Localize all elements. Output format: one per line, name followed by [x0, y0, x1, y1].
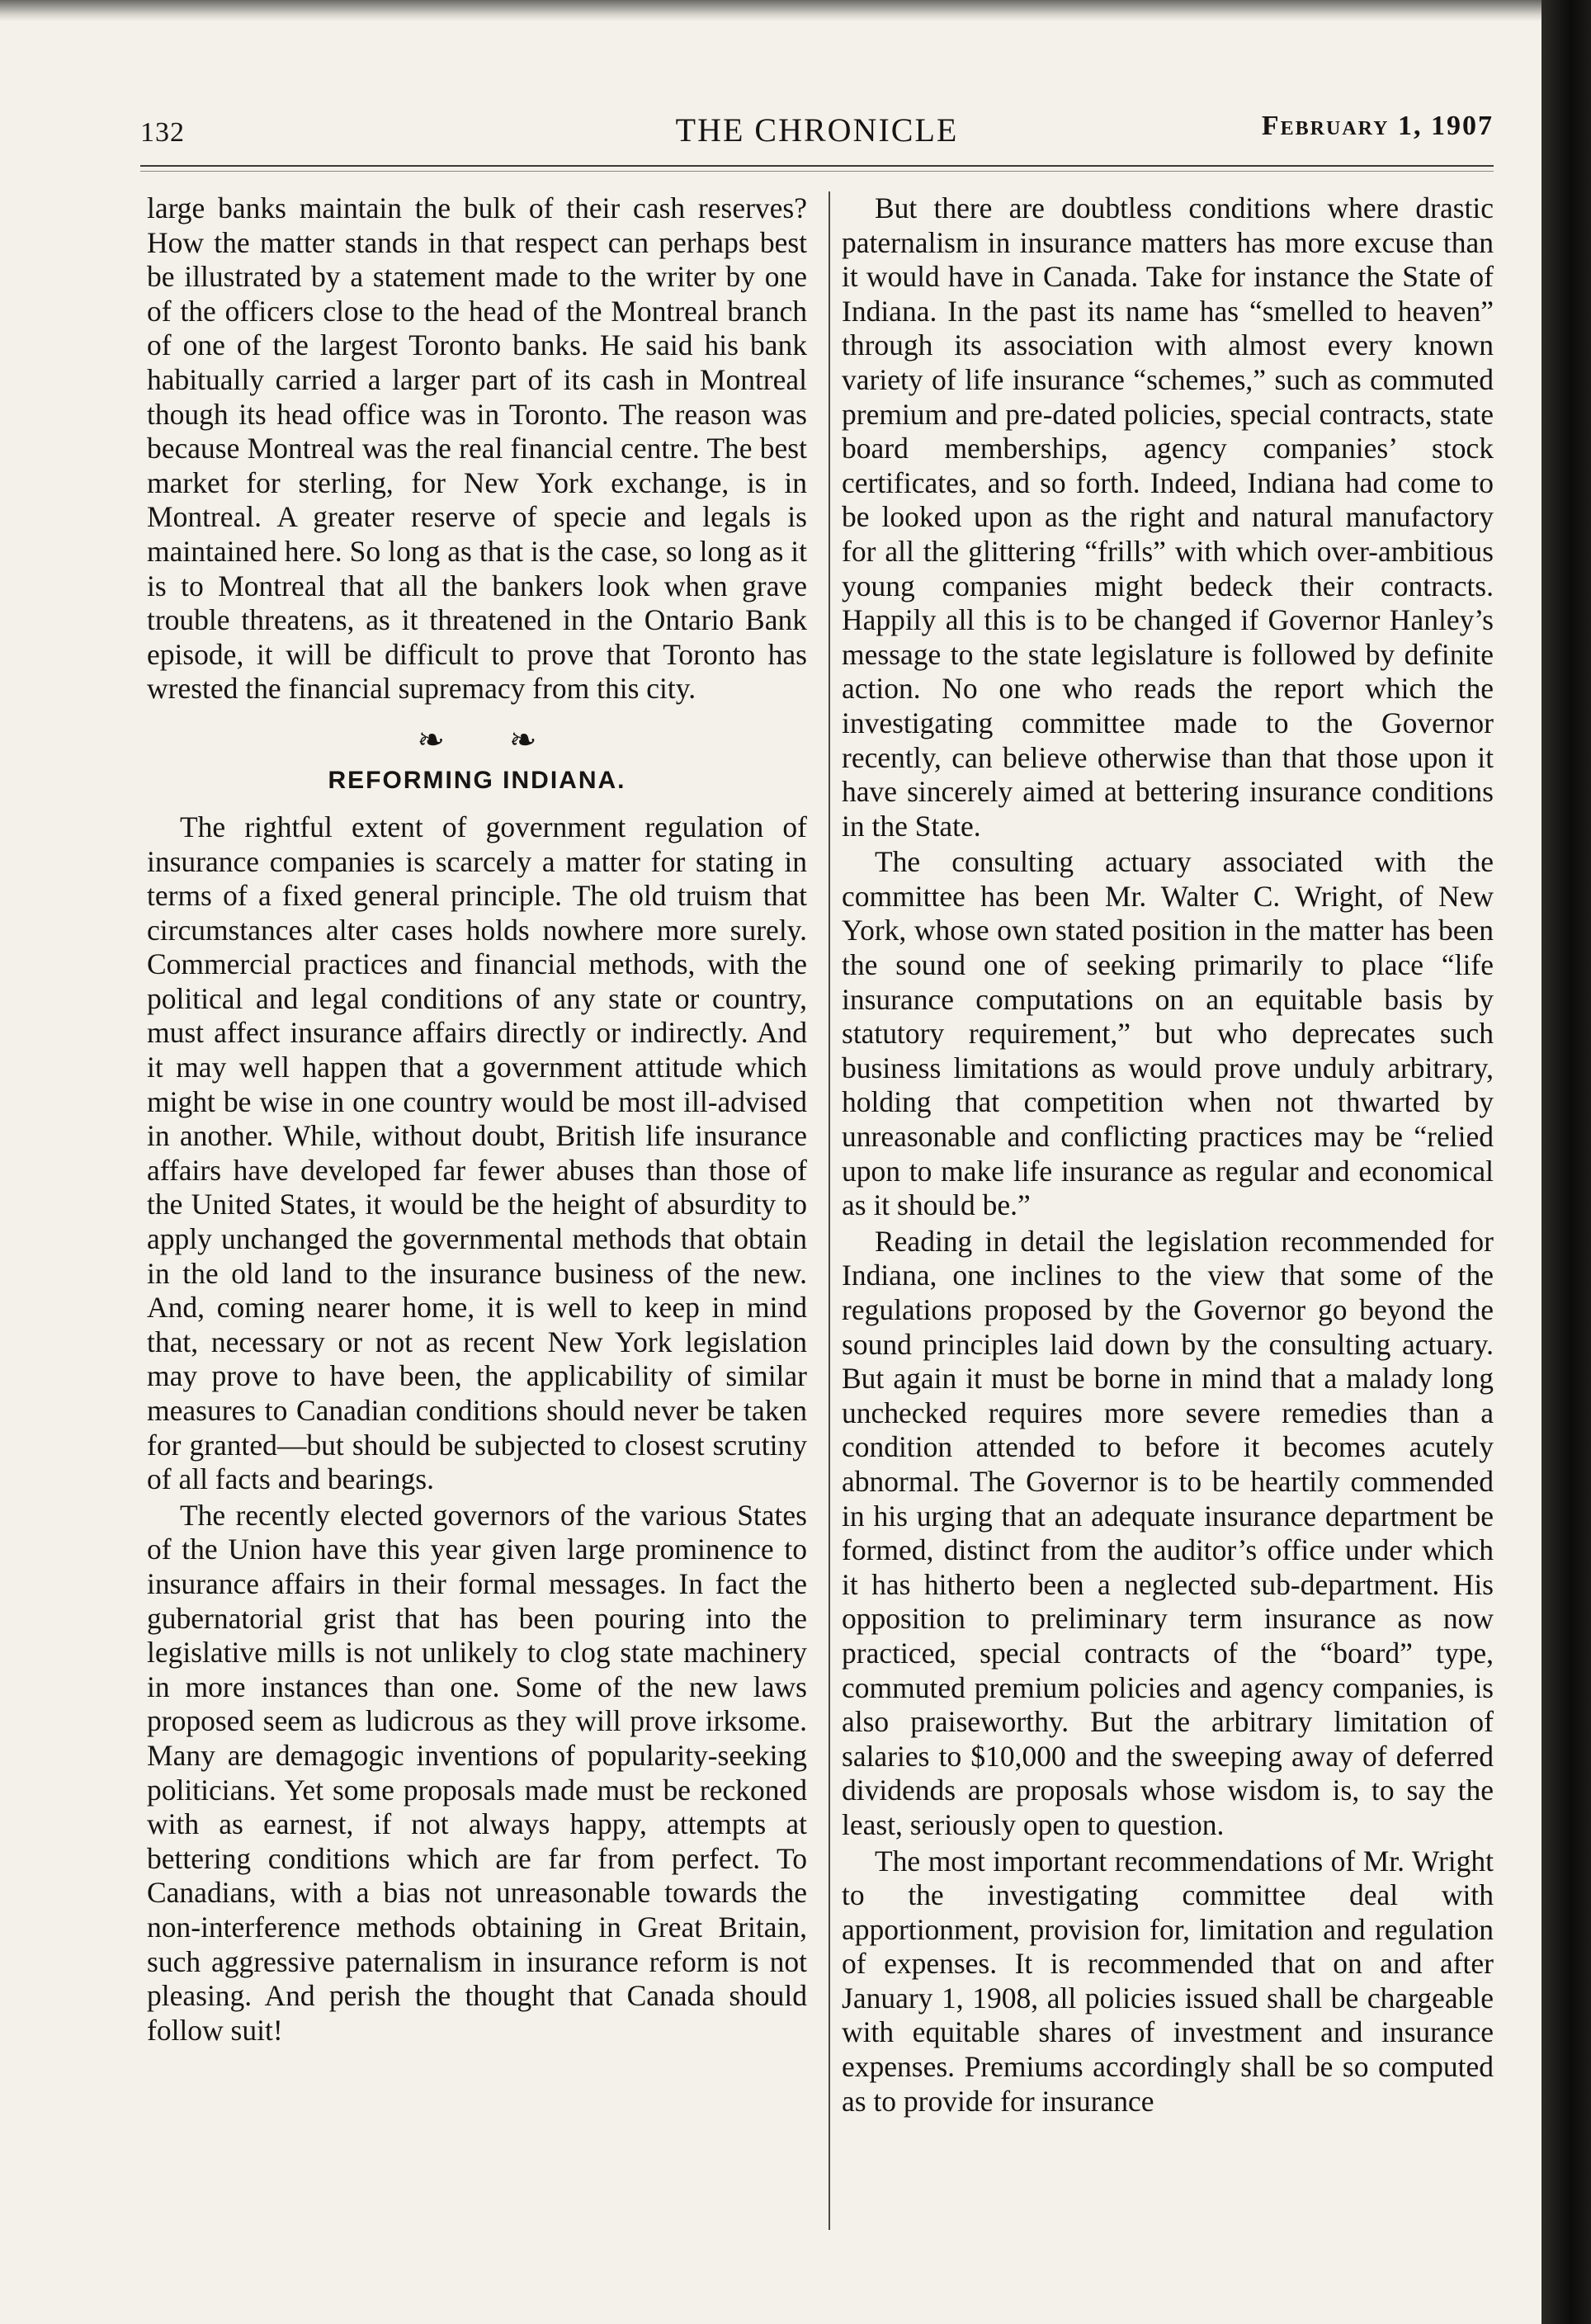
article-paragraph: Reading in detail the legislation recommended for Indiana, one inclines to the view that some of the regulations proposed by the Governor go beyond the sound principles laid down by the consulting actuary. But again it must be borne in mind that a malady long unchecked requires more severe remedies than a condition attended to before it becomes acutely abnormal. The Governor is to be heartily commended in his urging that an adequate insurance department be formed, distinct from the auditor’s office under which it has hitherto been a neglected sub-department. His opposition to preliminary term insurance as now practiced, special contracts of the “board” type, commuted premium policies and agency companies, is also praiseworthy. But the arbitrary limitation of salaries to $10,000 and the sweeping away of deferred dividends are proposals whose wisdom is, to say the least, seriously open to question. — [842, 1224, 1494, 1841]
header-rule — [140, 165, 1494, 167]
section-title: REFORMING INDIANA. — [328, 766, 626, 794]
binding-gutter — [1541, 0, 1591, 2324]
issue-date: February 1, 1907 — [1261, 111, 1494, 141]
left-column — [147, 191, 807, 2048]
running-header — [140, 106, 1494, 155]
page-edge-shadow — [0, 0, 1541, 21]
right-column — [842, 191, 1494, 2119]
page-number: 132 — [140, 117, 185, 148]
journal-title: THE CHRONICLE — [675, 111, 959, 149]
article-paragraph: The recently elected governors of the various States of the Union have this year given large prominence to insurance affairs in their formal messages. In fact the gubernatorial grist that has been pouring into the legislative mills is not unlikely to clog state machinery in more instances than one. Some of the new laws proposed seem as ludicrous as they will prove irksome. Many are demagogic inventions of popularity-seeking politicians. Yet some proposals made must be reckoned with as earnest, if not always happy, attempts at bettering conditions which are far from perfect. To Canadians, with a bias not unreasonable towards the non-interference methods obtaining in Great Britain, such aggressive paternalism in insurance reform is not pleasing. And perish the thought that Canada should follow suit! — [147, 1498, 807, 2047]
article-paragraph: The rightful extent of government regulation of insurance companies is scarcely a matter for stating in terms of a fixed general principle. The old truism that circumstances alter cases holds nowhere more surely. Commercial practices and financial methods, with the political and legal conditions of any state or country, must affect insurance affairs directly or indirectly. And it may well happen that a government attitude which might be wise in one country would be most ill-advised in another. While, without doubt, British life insurance affairs have developed far fewer abuses than those of the United States, it would be the height of absurdity to apply unchanged the governmental methods that obtain in the old land to the insurance business of the new. And, coming nearer home, it is well to keep in mind that, necessary or not as recent New York legislation may prove to have been, the applicability of similar measures to Canadian conditions should never be taken for granted—but should be subjected to closest scrutiny of all facts and bearings. — [147, 810, 807, 1496]
header-rule-thin — [140, 171, 1494, 172]
article-paragraph: large banks maintain the bulk of their cash reserves? How the matter stands in that respect can perhaps best be illustrated by a statement made to the writer by one of the officers close to the head of the Montreal branch of one of the largest Toronto banks. He said his bank habitually carried a larger part of its cash in Montreal though its head office was in Toronto. The reason was because Montreal was the real financial centre. The best market for sterling, for New York exchange, is in Montreal. A greater reserve of specie and legals is maintained here. So long as that is the case, so long as it is to Montreal that all the bankers look when grave trouble threatens, as it threatened in the Ontario Bank episode, it will be difficult to prove that Toronto has wrested the financial supremacy from this city. — [147, 191, 807, 706]
article-paragraph: But there are doubtless conditions where drastic paternalism in insurance matters has more excuse than it would have in Canada. Take for instance the State of Indiana. In the past its name has “smelled to heaven” through its association with almost every known variety of life insurance “schemes,” such as commuted premium and pre-dated policies, special contracts, state board memberships, agency companies’ stock certificates, and so forth. Indeed, Indiana had come to be looked upon as the right and natural manufactory for all the glittering “frills” with which over-ambitious young companies might bedeck their contracts. Happily all this is to be changed if Governor Hanley’s message to the state legislature is followed by definite action. No one who reads the report which the investigating committee made to the Governor recently, can believe otherwise than that those upon it have sincerely aimed at bettering insurance conditions in the State. — [842, 191, 1494, 843]
column-divider — [829, 191, 830, 2230]
article-paragraph: The most important recommendations of Mr. Wright to the investigating committee deal with apportionment, provision for, limitation and regulation of expenses. It is recommended that on and after January 1, 1908, all policies issued shall be chargeable with equitable shares of investment and insurance expenses. Premiums accordingly shall be so computed as to provide for insurance — [842, 1844, 1494, 2118]
section-ornament: ❧ ❧ — [417, 720, 565, 758]
article-paragraph: The consulting actuary associated with the committee has been Mr. Walter C. Wright, of New York, whose own stated position in the matter has been the sound one of seeking primarily to place “life insurance computations on an equitable basis by statutory requirement,” but who deprecates such business limitations as would prove unduly arbitrary, holding that competition when not thwarted by unreasonable and conflicting practices may be “relied upon to make life insurance as regular and economical as it should be.” — [842, 845, 1494, 1222]
